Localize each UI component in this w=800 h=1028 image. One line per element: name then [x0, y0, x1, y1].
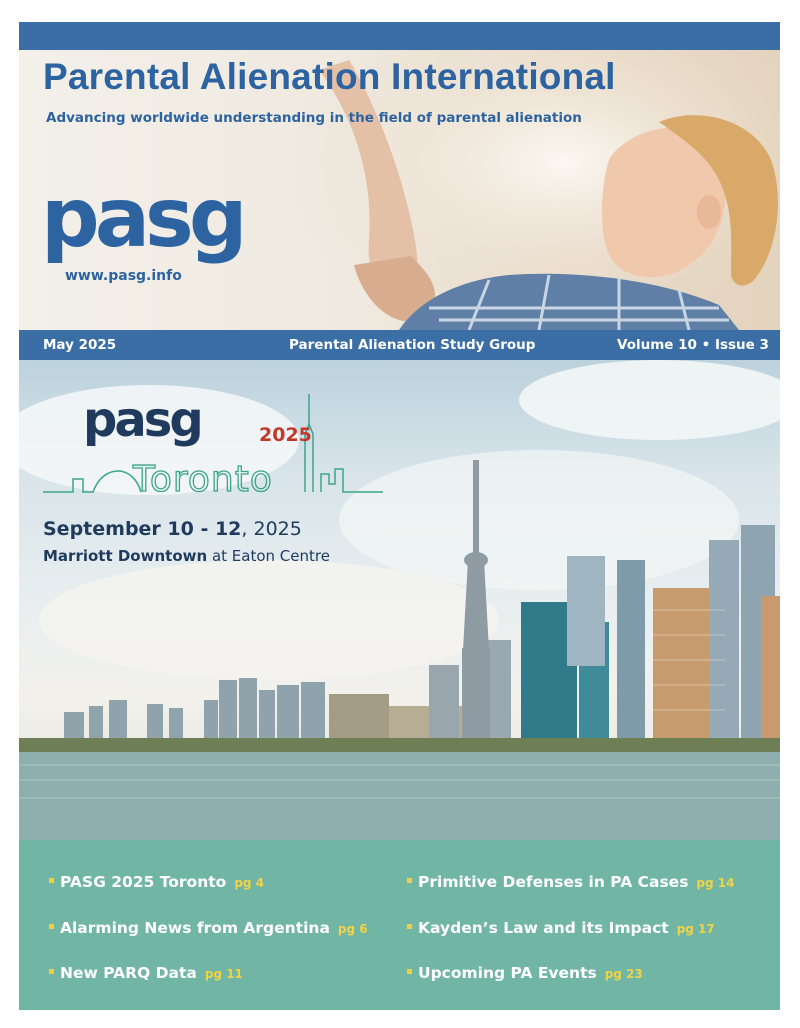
- toc-item[interactable]: [407, 964, 643, 982]
- bullet-icon: [407, 878, 412, 883]
- cover-photo: [19, 360, 780, 840]
- bullet-icon: [407, 969, 412, 974]
- toc-item-title: Kayden’s Law and its Impact: [418, 919, 669, 937]
- conference-year: 2025: [259, 424, 312, 446]
- issue-date: May 2025: [43, 337, 117, 353]
- header: [19, 50, 780, 330]
- conference-pasg-logo: pasg: [83, 392, 201, 448]
- top-band: [19, 22, 780, 50]
- volume-issue: Volume 10 • Issue 3: [617, 337, 769, 353]
- toc-item[interactable]: [49, 873, 264, 891]
- conference-dates-main: September 10 - 12: [43, 518, 242, 540]
- bullet-icon: [49, 969, 54, 974]
- toc-item-page: pg 6: [337, 922, 368, 936]
- organization-name: Parental Alienation Study Group: [289, 337, 536, 353]
- conference-city: Toronto: [133, 459, 273, 500]
- pasg-logo: pasg: [41, 171, 243, 266]
- conference-dates-year: , 2025: [241, 518, 302, 540]
- journal-title: Parental Alienation International: [43, 56, 616, 97]
- toc-item-title: New PARQ Data: [60, 964, 197, 982]
- bullet-icon: [49, 878, 54, 883]
- conference-venue: [43, 547, 330, 565]
- pasg-url-link[interactable]: www.pasg.info: [65, 268, 182, 284]
- toc-item[interactable]: [407, 873, 734, 891]
- conference-venue-location: at Eaton Centre: [207, 547, 330, 565]
- toc-item[interactable]: [49, 919, 368, 937]
- magazine-cover: [19, 22, 780, 1010]
- toc-item-title: Primitive Defenses in PA Cases: [418, 873, 689, 891]
- info-band: [19, 330, 780, 360]
- journal-tagline: Advancing worldwide understanding in the field of parental alienation: [46, 110, 582, 126]
- conference-dates: [43, 518, 302, 540]
- toc-item[interactable]: [407, 919, 715, 937]
- toc-item-page: pg 4: [234, 876, 265, 890]
- table-of-contents: [19, 840, 780, 1010]
- conference-venue-name: Marriott Downtown: [43, 547, 208, 565]
- toc-item-page: pg 14: [696, 876, 735, 890]
- toc-item-title: Alarming News from Argentina: [60, 919, 330, 937]
- toc-item[interactable]: [49, 964, 243, 982]
- toc-item-title: Upcoming PA Events: [418, 964, 597, 982]
- toc-item-page: pg 11: [204, 967, 243, 981]
- toc-item-title: PASG 2025 Toronto: [60, 873, 227, 891]
- bullet-icon: [49, 924, 54, 929]
- bullet-icon: [407, 924, 412, 929]
- toc-item-page: pg 23: [604, 967, 643, 981]
- toc-item-page: pg 17: [676, 922, 715, 936]
